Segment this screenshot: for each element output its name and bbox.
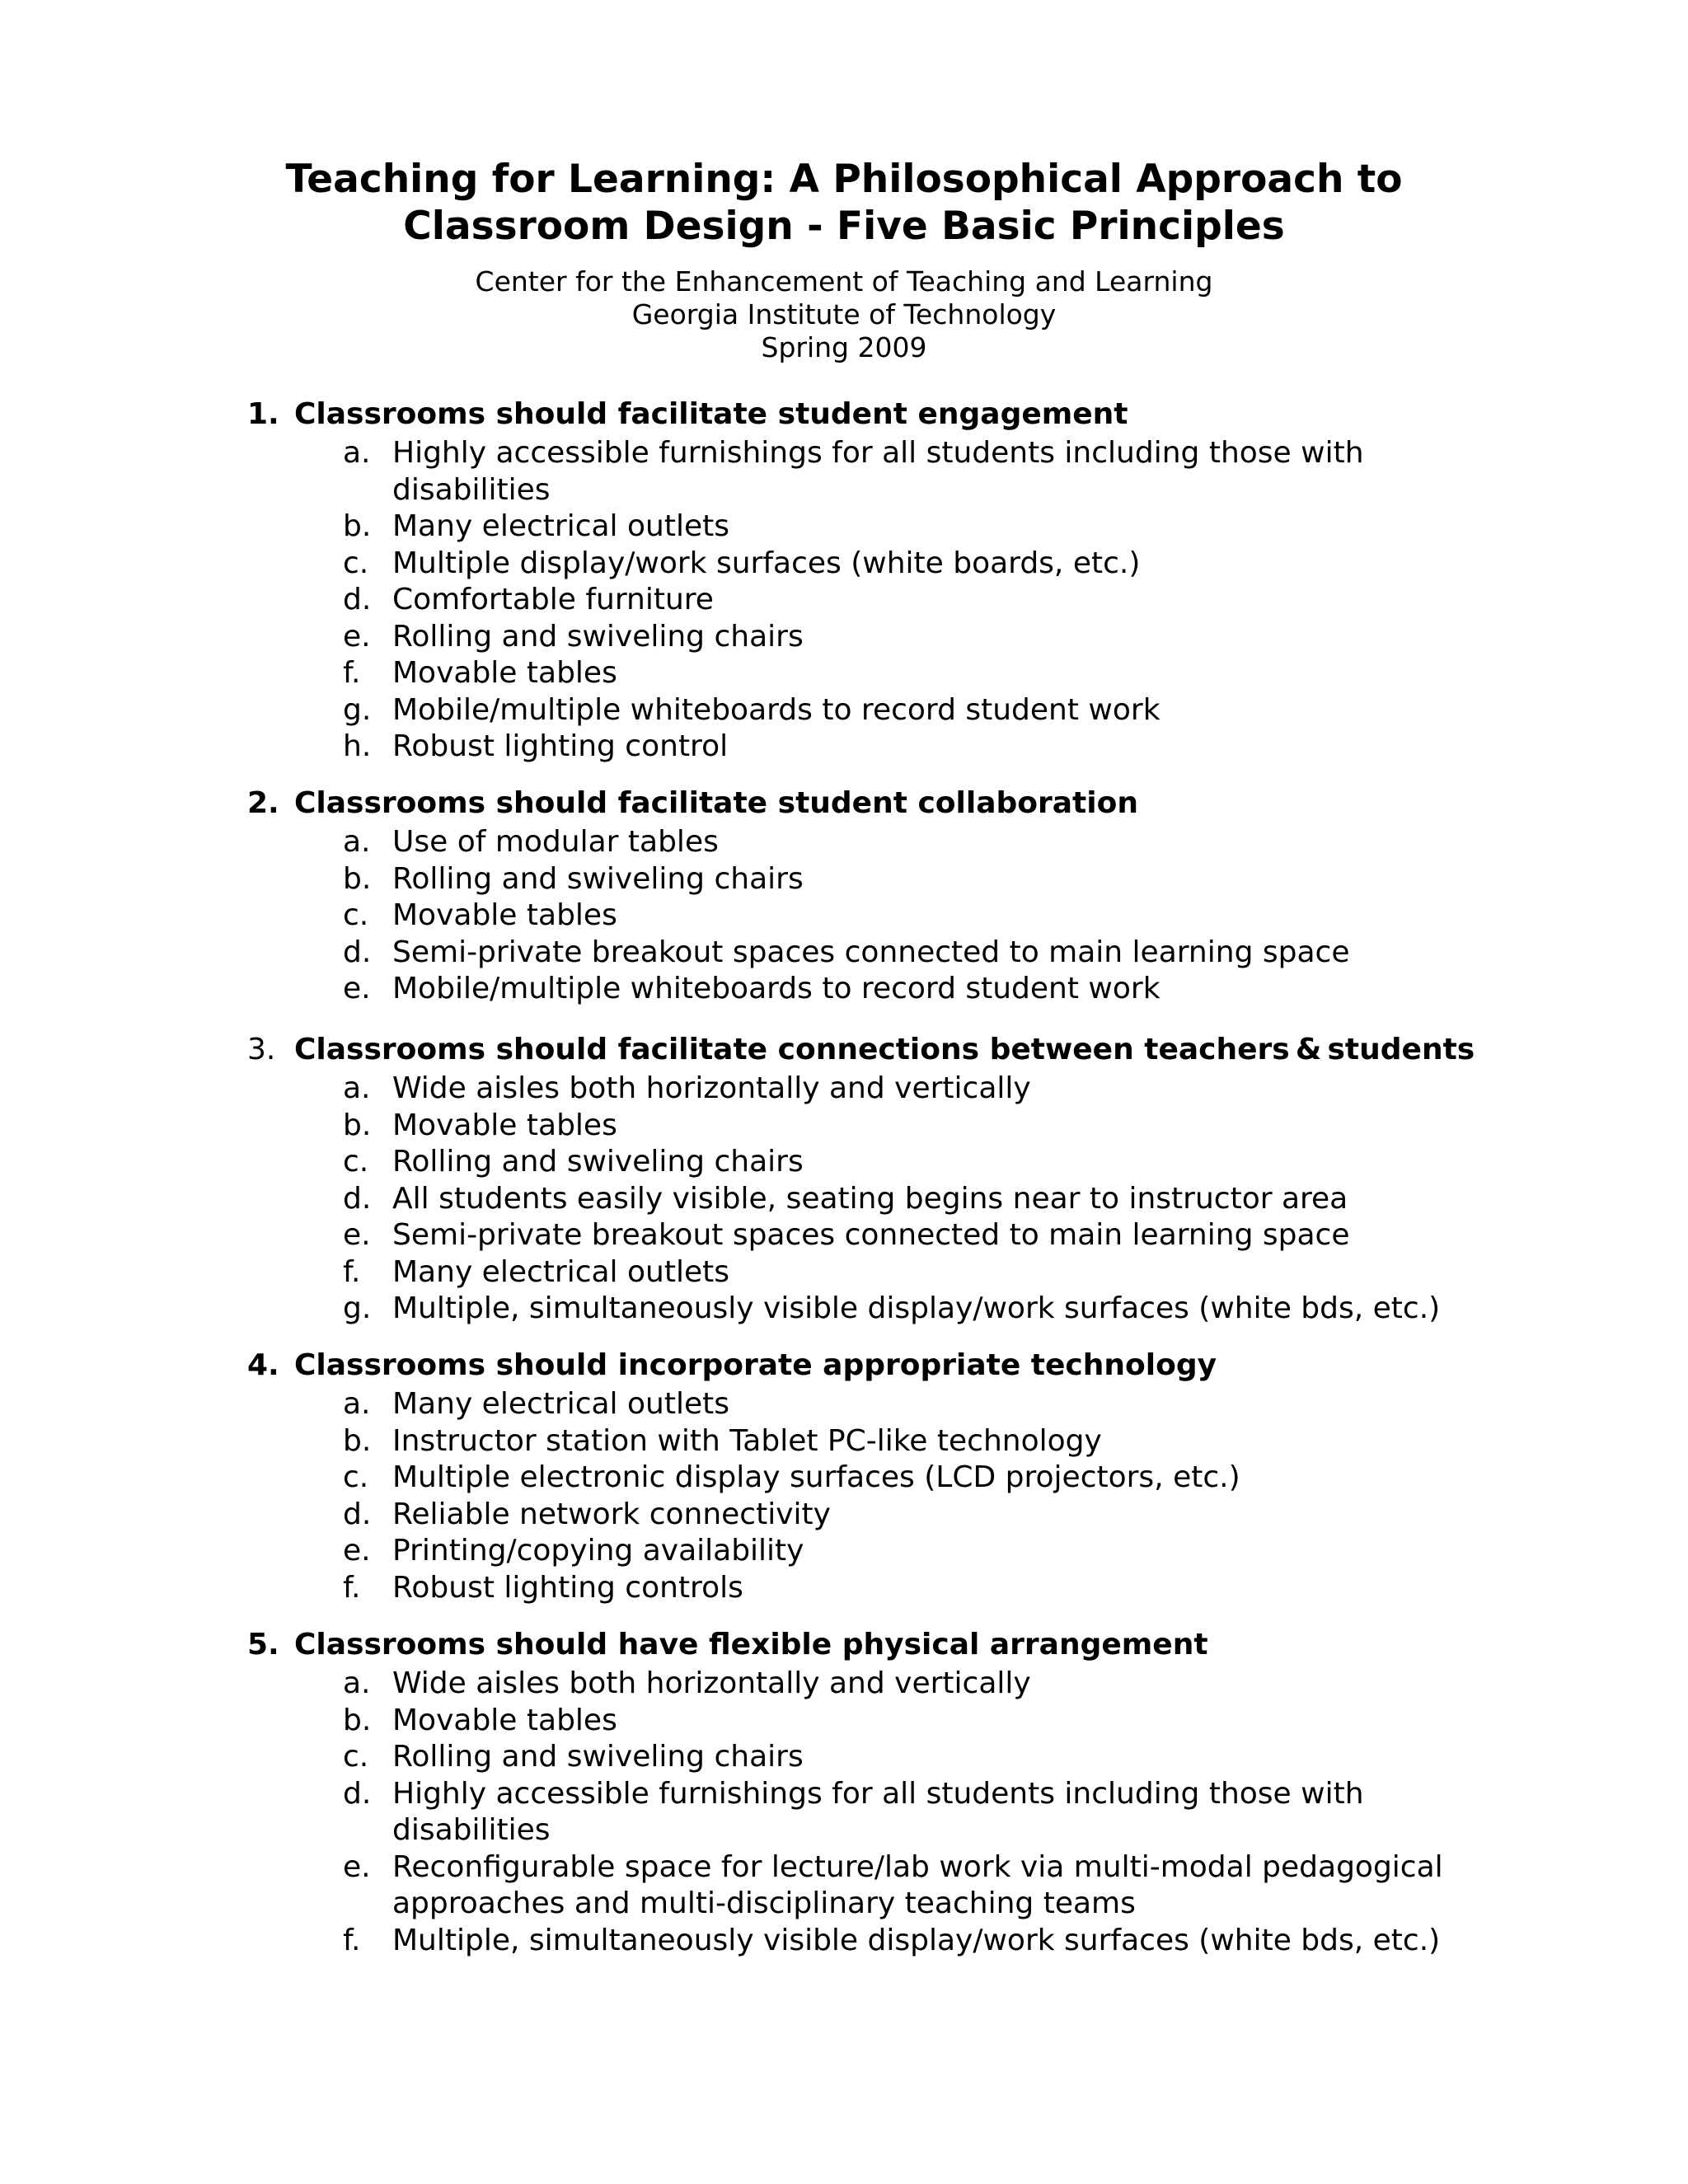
list-item-letter: d. bbox=[343, 1181, 372, 1216]
list-item-line: Rolling and swiveling chairs bbox=[392, 861, 804, 896]
list-item-letter: f. bbox=[343, 1254, 361, 1289]
list-item-line: Movable tables bbox=[392, 898, 617, 932]
principle-section bbox=[0, 1624, 1688, 1959]
list-item bbox=[0, 1144, 1688, 1181]
list-item-line: Mobile/multiple whiteboards to record student work bbox=[392, 692, 1160, 727]
list-item-text bbox=[392, 1739, 1480, 1776]
list-item-text bbox=[392, 1849, 1480, 1923]
principle-title: Classrooms should facilitate student collaboration bbox=[294, 786, 1138, 820]
principle-items bbox=[0, 1386, 1688, 1606]
list-item-letter: c. bbox=[343, 898, 369, 932]
list-item-text bbox=[392, 435, 1480, 509]
principle-items bbox=[0, 435, 1688, 766]
list-item-text bbox=[392, 1570, 1480, 1607]
list-item bbox=[0, 582, 1688, 619]
principle-section bbox=[0, 1345, 1688, 1606]
list-item-text bbox=[392, 861, 1480, 898]
list-item-line: Rolling and swiveling chairs bbox=[392, 1740, 804, 1774]
principle-items bbox=[0, 824, 1688, 1008]
list-item-letter: h. bbox=[343, 729, 372, 763]
list-item-text bbox=[392, 1386, 1480, 1423]
list-item bbox=[0, 1291, 1688, 1328]
document-title-line-2: Classroom Design - Five Basic Principles bbox=[403, 204, 1285, 249]
list-item bbox=[0, 1386, 1688, 1423]
list-item-text bbox=[392, 1144, 1480, 1181]
list-item-text bbox=[392, 1666, 1480, 1703]
list-item-line: Comfortable furniture bbox=[392, 583, 714, 616]
principle-heading bbox=[0, 783, 1688, 824]
list-item-text bbox=[392, 509, 1480, 546]
list-item-text bbox=[392, 1776, 1480, 1849]
list-item-line: Wide aisles both horizontally and vertically bbox=[392, 1071, 1031, 1105]
principle-number: 2. bbox=[247, 786, 279, 820]
list-item bbox=[0, 1108, 1688, 1145]
list-item-line: Highly accessible furnishings for all students including those with bbox=[392, 436, 1364, 470]
list-item-text bbox=[392, 546, 1480, 583]
list-item bbox=[0, 1181, 1688, 1218]
principle-number: 3. bbox=[247, 1033, 276, 1066]
principle-title: Classrooms should facilitate connections between teachers & students bbox=[294, 1033, 1475, 1066]
list-item-letter: a. bbox=[343, 436, 371, 470]
list-item-letter: c. bbox=[343, 1460, 369, 1494]
list-item-line: Printing/copying availability bbox=[392, 1534, 804, 1568]
list-item-letter: d. bbox=[343, 583, 372, 616]
list-item-text bbox=[392, 1923, 1480, 1960]
list-item-text bbox=[392, 1703, 1480, 1740]
list-item-letter: e. bbox=[343, 1534, 371, 1568]
list-item-text bbox=[392, 824, 1480, 861]
list-item-line: approaches and multi-disciplinary teaching teams bbox=[392, 1886, 1136, 1920]
list-item bbox=[0, 824, 1688, 861]
principle-section bbox=[0, 394, 1688, 766]
list-item-letter: a. bbox=[343, 1666, 371, 1700]
list-item bbox=[0, 546, 1688, 583]
list-item-text bbox=[392, 655, 1480, 692]
list-item-letter: d. bbox=[343, 935, 372, 969]
list-item-text bbox=[392, 898, 1480, 935]
list-item-letter: c. bbox=[343, 546, 369, 580]
list-item-line: Instructor station with Tablet PC-like technology bbox=[392, 1423, 1102, 1458]
principle-heading bbox=[0, 394, 1688, 435]
list-item-line: disabilities bbox=[392, 472, 551, 507]
list-item-line: Reliable network connectivity bbox=[392, 1497, 831, 1531]
principle-title: Classrooms should facilitate student engagement bbox=[294, 397, 1128, 431]
list-item-text bbox=[392, 729, 1480, 766]
list-item-line: Multiple electronic display surfaces (LCD projectors, etc.) bbox=[392, 1460, 1240, 1494]
document-title-line-1: Teaching for Learning: A Philosophical Approach to bbox=[285, 157, 1403, 202]
list-item-text bbox=[392, 1423, 1480, 1460]
list-item-line: Many electrical outlets bbox=[392, 1254, 729, 1289]
list-item-letter: b. bbox=[343, 1108, 372, 1142]
list-item bbox=[0, 861, 1688, 898]
list-item-letter: f. bbox=[343, 1570, 361, 1605]
list-item bbox=[0, 1497, 1688, 1534]
list-item-letter: e. bbox=[343, 1218, 371, 1252]
list-item-text bbox=[392, 1217, 1480, 1254]
principle-section bbox=[0, 1029, 1688, 1328]
list-item bbox=[0, 1570, 1688, 1607]
list-item-text bbox=[392, 582, 1480, 619]
list-item bbox=[0, 1460, 1688, 1497]
list-item bbox=[0, 1423, 1688, 1460]
list-item-line: Robust lighting control bbox=[392, 729, 729, 763]
list-item-line: Use of modular tables bbox=[392, 825, 719, 859]
list-item-letter: e. bbox=[343, 1849, 371, 1884]
list-item-line: Rolling and swiveling chairs bbox=[392, 619, 804, 654]
list-item-line: Semi-private breakout spaces connected to main learning space bbox=[392, 1218, 1350, 1252]
organization-name: Center for the Enhancement of Teaching and Learning bbox=[475, 265, 1213, 298]
list-item-letter: e. bbox=[343, 619, 371, 654]
list-item-letter: g. bbox=[343, 1291, 372, 1325]
list-item-text bbox=[392, 1291, 1480, 1328]
list-item bbox=[0, 1071, 1688, 1108]
list-item-letter: f. bbox=[343, 656, 361, 690]
list-item bbox=[0, 935, 1688, 972]
list-item bbox=[0, 1849, 1688, 1923]
list-item bbox=[0, 435, 1688, 509]
principle-items bbox=[0, 1666, 1688, 1959]
principle-number: 1. bbox=[247, 397, 279, 431]
principle-number: 5. bbox=[247, 1628, 279, 1661]
list-item-letter: a. bbox=[343, 1071, 371, 1105]
list-item-text bbox=[392, 1108, 1480, 1145]
list-item-letter: f. bbox=[343, 1923, 361, 1957]
list-item-text bbox=[392, 1497, 1480, 1534]
list-item-text bbox=[392, 1254, 1480, 1291]
list-item bbox=[0, 729, 1688, 766]
list-item bbox=[0, 1739, 1688, 1776]
list-item bbox=[0, 1776, 1688, 1849]
principle-number: 4. bbox=[247, 1348, 279, 1382]
list-item-text bbox=[392, 971, 1480, 1008]
list-item-line: disabilities bbox=[392, 1813, 551, 1847]
principle-heading bbox=[0, 1624, 1688, 1666]
list-item-line: Movable tables bbox=[392, 656, 617, 690]
list-item-letter: b. bbox=[343, 1423, 372, 1458]
list-item bbox=[0, 971, 1688, 1008]
list-item bbox=[0, 509, 1688, 546]
list-item-line: Robust lighting controls bbox=[392, 1570, 743, 1605]
list-item-line: Movable tables bbox=[392, 1108, 617, 1142]
list-item-text bbox=[392, 1460, 1480, 1497]
list-item-letter: a. bbox=[343, 825, 371, 859]
list-item bbox=[0, 619, 1688, 656]
list-item-line: Multiple, simultaneously visible display/work surfaces (white bds, etc.) bbox=[392, 1923, 1441, 1957]
principle-title: Classrooms should have flexible physical arrangement bbox=[294, 1628, 1208, 1661]
list-item-text bbox=[392, 619, 1480, 656]
principle-items bbox=[0, 1071, 1688, 1328]
list-item bbox=[0, 1217, 1688, 1254]
list-item bbox=[0, 1666, 1688, 1703]
list-item-letter: c. bbox=[343, 1145, 369, 1179]
list-item-text bbox=[392, 1071, 1480, 1108]
list-item-line: Rolling and swiveling chairs bbox=[392, 1145, 804, 1179]
list-item-line: Many electrical outlets bbox=[392, 1387, 729, 1421]
list-item bbox=[0, 655, 1688, 692]
principle-heading bbox=[0, 1029, 1688, 1071]
list-item bbox=[0, 1254, 1688, 1291]
list-item-line: Wide aisles both horizontally and vertically bbox=[392, 1666, 1031, 1700]
list-item-letter: d. bbox=[343, 1776, 372, 1811]
institution-name: Georgia Institute of Technology bbox=[631, 298, 1057, 330]
list-item-letter: d. bbox=[343, 1497, 372, 1531]
list-item-letter: b. bbox=[343, 509, 372, 543]
list-item bbox=[0, 898, 1688, 935]
list-item-line: Mobile/multiple whiteboards to record student work bbox=[392, 972, 1160, 1005]
list-item-line: Many electrical outlets bbox=[392, 509, 729, 543]
list-item-text bbox=[392, 1533, 1480, 1570]
list-item-line: Movable tables bbox=[392, 1703, 617, 1737]
list-item bbox=[0, 1703, 1688, 1740]
list-item-line: Multiple display/work surfaces (white boards, etc.) bbox=[392, 546, 1141, 580]
list-item-line: Semi-private breakout spaces connected to main learning space bbox=[392, 935, 1350, 969]
list-item-text bbox=[392, 692, 1480, 729]
list-item-letter: c. bbox=[343, 1740, 369, 1774]
list-item-letter: b. bbox=[343, 1703, 372, 1737]
list-item-text bbox=[392, 935, 1480, 972]
list-item-line: Reconfigurable space for lecture/lab work via multi-modal pedagogical bbox=[392, 1849, 1443, 1884]
list-item-letter: b. bbox=[343, 861, 372, 896]
list-item-line: Multiple, simultaneously visible display/work surfaces (white bds, etc.) bbox=[392, 1291, 1441, 1325]
list-item-letter: a. bbox=[343, 1387, 371, 1421]
list-item-text bbox=[392, 1181, 1480, 1218]
principle-title: Classrooms should incorporate appropriate technology bbox=[294, 1348, 1217, 1382]
list-item-letter: g. bbox=[343, 692, 372, 727]
document-date: Spring 2009 bbox=[761, 331, 927, 363]
list-item bbox=[0, 1923, 1688, 1960]
list-item-line: All students easily visible, seating begins near to instructor area bbox=[392, 1181, 1348, 1216]
list-item bbox=[0, 692, 1688, 729]
list-item-letter: e. bbox=[343, 972, 371, 1005]
principle-heading bbox=[0, 1345, 1688, 1386]
list-item-line: Highly accessible furnishings for all students including those with bbox=[392, 1776, 1364, 1811]
list-item bbox=[0, 1533, 1688, 1570]
principle-section bbox=[0, 783, 1688, 1008]
